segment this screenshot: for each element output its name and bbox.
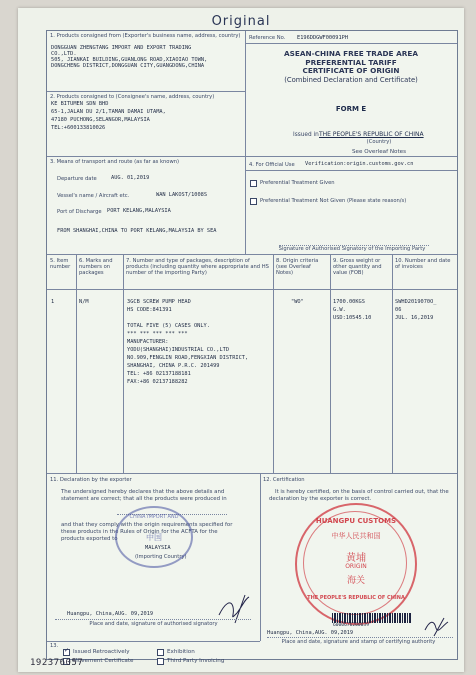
box4-divider xyxy=(245,170,457,171)
verification-url: Verification:origin.customs.gov.cn xyxy=(305,161,414,167)
exhibition-label: Exhibition xyxy=(167,649,195,655)
exporter-line: CO.,LTD. xyxy=(51,51,77,57)
stamp-text: 黄埔 xyxy=(346,553,366,564)
box3-label: 3. Means of transport and route (as far as known) xyxy=(50,159,180,165)
declaration-line: statement are correct; that all the products were produced in xyxy=(61,496,227,502)
certifier-place-date: Huangpu, China,AUG. 09,2019 xyxy=(267,630,354,636)
certifier-sig-line xyxy=(267,637,453,638)
port-label: Port of Discharge xyxy=(57,209,102,215)
certifier-signature xyxy=(422,616,452,638)
port-of-discharge: PORT KELANG,MALAYSIA xyxy=(107,208,171,214)
exporter-line: DONGGUAN ZHENGTANG IMPORT AND EXPORT TRADING xyxy=(51,45,192,51)
col-divider xyxy=(330,254,331,473)
desc-line: MANUFACTURER: xyxy=(127,339,169,345)
weight-line: USD:10545.10 xyxy=(333,315,372,321)
box13-top xyxy=(47,641,260,642)
invoice-line: SWHD2019070O_ xyxy=(395,299,437,305)
stamp-text: 中国 xyxy=(146,533,162,542)
preferential-given-label: Preferential Treatment Given xyxy=(260,180,335,186)
importing-country: MALAYSIA xyxy=(145,545,171,551)
customs-stamp xyxy=(295,503,417,625)
box11-label: 11. Declaration by the exporter xyxy=(50,477,132,483)
desc-line: NO.909,FENGLIN ROAD,FENGXIAN DISTRICT, xyxy=(127,355,249,361)
box1-label: 1. Products consigned from (Exporter's business name, address, country) xyxy=(50,33,241,39)
stamp-text: ORIGIN xyxy=(345,563,367,570)
exporter-stamp xyxy=(115,506,193,568)
preferential-not-given-checkbox[interactable] xyxy=(250,198,257,205)
declaration-line: The undersigned hereby declares that the above details and xyxy=(61,489,225,495)
vertical-divider-top xyxy=(245,31,246,254)
col-divider xyxy=(273,254,274,473)
box12-label: 12. Certification xyxy=(263,477,305,483)
exporter-line: DONGCHENG DISTRICT,DONGGUAN CITY,GUANGDONG,CHINA xyxy=(51,63,205,69)
col-invoice-header: 10. Number and date of invoices xyxy=(395,258,451,270)
issued-country: THE PEOPLE'S REPUBLIC OF CHINA xyxy=(319,131,424,138)
desc-line: HS CODE:841391 xyxy=(127,307,172,313)
col-divider xyxy=(392,254,393,473)
checkmark-icon: ✓ xyxy=(64,647,70,654)
certification-line: It is hereby certified, on the basis of control carried out, that the xyxy=(275,489,449,495)
consignee-line: KE BITUMEN SDN BHD xyxy=(51,101,109,107)
form-name: FORM E xyxy=(335,105,367,113)
country-caption: (Country) xyxy=(366,139,392,145)
desc-line: TEL: +86 02137188181 xyxy=(127,371,191,377)
desc-line: *** *** *** *** *** xyxy=(127,331,188,337)
col-marks-header: 6. Marks and numbers on packages xyxy=(79,258,113,276)
heading-line: ASEAN-CHINA FREE TRADE AREA xyxy=(284,49,418,58)
box11-signature-label: Place and date, signature of authorised signatory xyxy=(89,621,218,627)
box13-label: 13. xyxy=(50,643,59,649)
issued-retroactively-label: Issued Retroactively xyxy=(73,649,130,655)
stamp-text: 海关 xyxy=(346,576,365,586)
weight-line: G.W. xyxy=(333,307,346,313)
preferential-not-given-label: Preferential Treatment Not Given (Please state reason/s) xyxy=(260,198,407,204)
col-divider xyxy=(123,254,124,473)
consignee-line: TEL:+600133810026 xyxy=(51,125,106,131)
box4-signature-label: Signature of Authorised Signatory of the Importing Party xyxy=(278,246,426,252)
stamp-text: 中华人民共和国 xyxy=(331,532,381,540)
departure-date: AUG. 01,2019 xyxy=(111,175,150,181)
issued-label: Issued in xyxy=(293,132,319,138)
table-bottom xyxy=(47,473,457,474)
vertical-divider-bottom xyxy=(260,473,261,641)
issued-retroactively-checkbox[interactable] xyxy=(63,649,70,656)
col-weight-header: 9. Gross weight or other quantity and value (FOB) xyxy=(333,258,382,276)
col-description-header: 7. Number and type of packages, description of products (including quantity where appropriate and HS number of the importing Party) xyxy=(126,258,269,276)
reference-number: E196DDGWF00091PH xyxy=(297,35,349,41)
stamp-text: HUANGPU CUSTOMS xyxy=(315,517,397,525)
stamp-text: CHINA IMPORT AND xyxy=(129,514,179,520)
weight-line: 1700.00KGS xyxy=(333,299,365,305)
exporter-sig-line xyxy=(55,619,251,620)
vessel-label: Vessel's name / Aircraft etc. xyxy=(57,193,130,199)
departure-label: Departure date xyxy=(57,176,97,182)
importing-country-caption: (Importing Country) xyxy=(135,554,187,560)
exhibition-checkbox[interactable] xyxy=(157,649,164,656)
table-top xyxy=(47,254,457,255)
box4-label: 4. For Official Use xyxy=(249,162,295,168)
serial-number: 192376057 xyxy=(30,658,84,668)
divider-1-2 xyxy=(47,91,245,92)
certificate-heading xyxy=(247,50,455,84)
third-party-invoicing-checkbox[interactable] xyxy=(157,658,164,665)
divider-3-4 xyxy=(47,156,457,157)
heading-line: PREFERENTIAL TARIFF xyxy=(305,57,397,67)
desc-line: YODU(SHANGHAI)INDUSTRIAL CO.,LTD xyxy=(127,347,230,353)
marks: N/M xyxy=(79,299,89,305)
heading-line: CERTIFICATE OF ORIGIN xyxy=(302,66,400,76)
box12-signature-label: Place and date, signature and stamp of certifying authority xyxy=(281,639,436,645)
exporter-line: 505, JIANKAI BUILDING,GUANLONG ROAD,XIAOIAO TOWN, xyxy=(51,57,208,63)
col-item-header: 5. Item number xyxy=(50,258,71,270)
page-title: Original xyxy=(211,14,271,29)
origin-criteria: "WO" xyxy=(291,299,304,305)
desc-line: 3GCB SCREW PUMP HEAD xyxy=(127,299,191,305)
consignee-line: 65-1,JALAN DU 2/1,TAMAN DAMAI UTAMA, xyxy=(51,109,166,115)
preferential-given-checkbox[interactable] xyxy=(250,180,257,187)
stamp-text: THE PEOPLE'S REPUBLIC OF CHINA xyxy=(307,595,405,601)
movement-certificate-label: Movement Certificate xyxy=(73,658,134,664)
col-divider xyxy=(76,254,77,473)
heading-line: (Combined Declaration and Certificate) xyxy=(284,75,418,84)
reference-label: Reference No. xyxy=(249,35,286,41)
route: FROM SHANGHAI,CHINA TO PORT KELANG,MALAYSIA BY SEA xyxy=(57,228,217,234)
col-criteria-header: 8. Origin criteria (see Overleaf Notes) xyxy=(276,258,319,276)
see-overleaf: See Overleaf Notes xyxy=(352,149,406,155)
barcode-number: 6000676200039 xyxy=(333,623,369,628)
third-party-invoicing-label: Third Party Invoicing xyxy=(167,658,225,664)
exporter-place-date: Huangpu, China,AUG. 09,2019 xyxy=(67,611,154,617)
box2-label: 2. Products consigned to (Consignee's name, address, country) xyxy=(50,94,215,100)
desc-line: FAX:+86 02137188282 xyxy=(127,379,188,385)
consignee-line: 47180 PUCHONG,SELANGOR,MALAYSIA xyxy=(51,117,150,123)
invoice-line: 06 xyxy=(395,307,402,313)
certificate-form xyxy=(46,30,458,664)
desc-line: SHANGHAI, CHINA P.R.C. 201499 xyxy=(127,363,220,369)
desc-line: TOTAL FIVE (5) CASES ONLY. xyxy=(127,323,210,329)
vessel-name: WAN LAKOST/1008S xyxy=(156,192,208,198)
item-number: 1 xyxy=(51,299,55,305)
declaration-line: these products in the Rules of Origin for the ACFTA for the xyxy=(61,529,218,535)
barcode xyxy=(332,613,412,623)
declaration-line: products exported to xyxy=(61,536,118,542)
certification-line: declaration by the exporter is correct. xyxy=(269,496,372,502)
certificate-page xyxy=(18,8,464,672)
invoice-line: JUL. 16,2019 xyxy=(395,315,434,321)
reference-divider xyxy=(245,43,457,44)
declaration-line: and that they comply with the origin requirements specified for xyxy=(61,522,233,528)
table-header-line xyxy=(47,289,457,290)
